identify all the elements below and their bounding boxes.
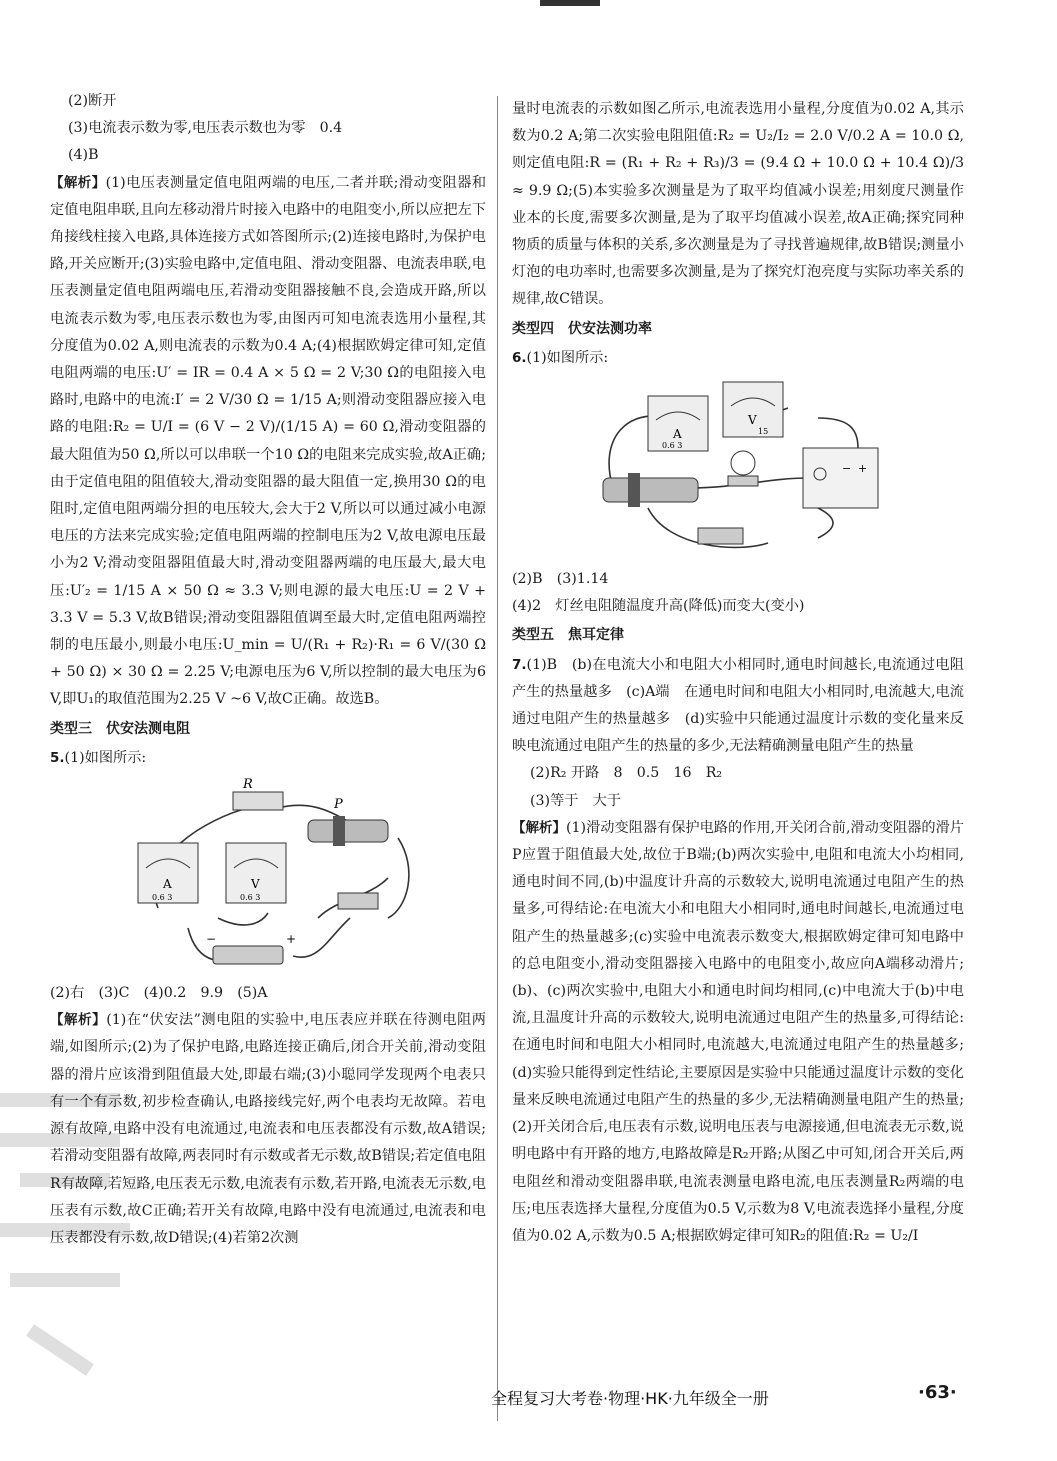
rheostat-slider bbox=[628, 473, 640, 507]
voltmeter bbox=[723, 382, 783, 437]
circuit-figure-5 bbox=[118, 778, 418, 974]
supply-minus: − bbox=[842, 462, 852, 476]
analysis-paragraph bbox=[50, 1007, 486, 1252]
label-R: R bbox=[243, 778, 253, 793]
circuit-figure-6 bbox=[588, 378, 888, 560]
question-6 bbox=[512, 345, 964, 372]
answer-line: (2)R₂ 开路 8 0.5 16 R₂ bbox=[530, 765, 723, 782]
answer-line: (3)等于 大于 bbox=[530, 792, 622, 809]
label-P: P bbox=[334, 797, 343, 813]
column-divider bbox=[497, 96, 498, 1421]
question-number: 5. bbox=[50, 749, 65, 766]
rheostat bbox=[308, 820, 388, 842]
analysis-text: (1)在“伏安法”测电阻的实验中,电压表应并联在待测电阻两端,如图所示;(2)为了保护电路,电路连接正确后,闭合开关前,滑动变阻器的滑片应该滑到阻值最大处,即最右端;(3)小聪同学发现两个电表只有一个有示数,初步检查确认,电路接线完好,两个电表均无故障。若电源有故障,电路中没有电流通过,电流表和电压表都没有示数,故A错误;若滑动变阻器有故障,两表同时有示数或者无示数,故B错误;若定值电阻R有故障,若短路,电压表无示数,电流表有示数,若开路,电流表无示数,电压表有示数,故C正确;若开关有故障,电路中没有电流通过,电流表和电压表都没有示数,故D错误;(4)若第2次测 bbox=[50, 1012, 486, 1246]
battery-plus: + bbox=[286, 932, 297, 947]
section-heading: 类型四 伏安法测功率 bbox=[512, 320, 652, 337]
analysis-text: (1)电压表测量定值电阻两端的电压,二者并联;滑动变阻器和定值电阻串联,且向左移动滑片时接入电路中的电阻变小,所以应把左下角接线柱接入电路,具体连接方式如答图所示;(2)连接电路时,为保护电路,开关应断开;(3)实验电路中,定值电阻、滑动变阻器、电流表串联,电压表测量定值电阻两端电压,若滑动变阻器接触不良,会造成开路,所以电流表示数为零,电压表示数也为零,由图丙可知电流表选用小量程,其分度值为0.02 A,则电流表的示数为0.4 A;(4)根据欧姆定律可知,定值电阻两端的电压:U′ = IR = 0.4 A × 5 Ω = 2 V;30 Ω的电阻接入电路时,电路中的电流:I′ = 2 V/30 Ω = 1/15 A;则滑动变阻器应接入电路的电阻:R₂ = U/I = (6 V − 2 V)/(1/15 A) = 60 Ω,滑动变阻器的最大阻值为50 Ω,所以可以串联一个10 Ω的电阻来完成实验,故A正确;由于定值电阻的阻值较大,滑动变阻器的最大阻值一定,换用30 Ω的电阻时,定值电阻两端分担的电压较大,会大于2 V,所以可以通过减小电源电压的方法来完成实验;定值电阻两端的控制电压为2 V,故电源电压最小为2 V;滑动变阻器阻值最大时,滑动变阻器两端的电压最大,最大电压:U′₂ = 1/15 A × 50 Ω ≈ 3.3 V;则电源的最大电压:U = 2 V + 3.3 V = 5.3 V,故B错误;滑动变阻器阻值调至最大时,定值电阻两端控制的电压最小,则最小电压:U_min = U/(R₁ + R₂)·R₁ = 6 V/(30 Ω + 50 Ω) × 30 Ω = 2.25 V;电源电压为6 V,所以控制的最大电压为6 V,即U₁的取值范围为2.25 V ~6 V,故C正确。故选B。 bbox=[50, 174, 487, 708]
question-text: (1)如图所示: bbox=[526, 349, 609, 366]
question-7 bbox=[512, 652, 964, 761]
resistor-R bbox=[233, 792, 283, 810]
switch bbox=[698, 528, 743, 544]
battery bbox=[213, 946, 283, 964]
ammeter-scale: 0.6 3 bbox=[662, 441, 683, 451]
question-text: (1)B (b)在电流大小和电阻大小相同时,通电时间越长,电流通过电阻产生的热量越多 (c)A端 在通电时间和电阻大小相同时,电流越大,电流通过电阻产生的热量越多 (d)实验中只能通过温度计示数的变化量来反映电流通过电阻产生的热量的多少,无法精确测量电阻产生的热量 bbox=[512, 656, 964, 755]
ammeter-label: A bbox=[163, 877, 172, 892]
rheostat bbox=[603, 478, 698, 502]
section-heading: 类型五 焦耳定律 bbox=[512, 627, 624, 644]
answer-line: (2)右 (3)C (4)0.2 9.9 (5)A bbox=[50, 985, 268, 1002]
voltmeter-label: V bbox=[251, 877, 260, 892]
supply-plus: + bbox=[858, 462, 868, 476]
answer-line: (2)B (3)1.14 bbox=[512, 571, 609, 588]
analysis-label: 【解析】 bbox=[50, 1012, 107, 1029]
switch bbox=[338, 893, 378, 909]
left-column bbox=[50, 88, 486, 1252]
answer-line: (2)断开 bbox=[68, 93, 117, 109]
analysis-label: 【解析】 bbox=[50, 174, 106, 191]
voltmeter-label: V bbox=[748, 413, 757, 428]
answer-line: (3)电流表示数为零,电压表示数也为零 0.4 bbox=[68, 120, 343, 137]
lamp bbox=[731, 451, 755, 475]
analysis-paragraph bbox=[50, 170, 486, 714]
voltmeter-scale: 0.6 3 bbox=[240, 893, 261, 903]
ammeter-label: A bbox=[673, 427, 682, 442]
book-footer: 全程复习大考卷·物理·HK·九年级全一册 bbox=[491, 1389, 769, 1408]
answer-line: (4)B bbox=[68, 147, 99, 164]
analysis-text: 量时电流表的示数如图乙所示,电流表选用小量程,分度值为0.02 A,其示数为0.2 A;第二次实验电阻阻值:R₂ = U₂/I₂ = 2.0 V/0.2 A = 10.0 Ω,则定值电阻:R = (R₁ + R₂ + R₃)/3 = (9.4 Ω + 10.0 Ω + 10.4 Ω)/3 ≈ 9.9 Ω;(5)本实验多次测量是为了取平均值减小误差;用刻度尺测量作业本的长度,需要多次测量,是为了取平均值减小误差,故A正确;探究同种物质的质量与体积的关系,多次测量是为了寻找普遍规律,故B错误;测量小灯泡的电功率时,也需要多次测量,是为了探究灯泡亮度与实际功率关系的规律,故C错误。 bbox=[512, 101, 964, 308]
question-text: (1)如图所示: bbox=[64, 749, 147, 766]
analysis-paragraph bbox=[512, 815, 964, 1250]
question-number: 6. bbox=[512, 349, 527, 366]
power-supply bbox=[803, 448, 878, 508]
section-heading: 类型三 伏安法测电阻 bbox=[50, 720, 190, 737]
rheostat-slider bbox=[333, 816, 345, 846]
analysis-text: (1)滑动变阻器有保护电路的作用,开关闭合前,滑动变阻器的滑片P应置于阻值最大处,故位于B端;(b)两次实验中,电阻和电流大小均相同,通电时间不同,(b)中温度计升高的示数较大,说明电流通过电阻产生的热量多,可得结论:在电流大小和电阻大小相同时,通电时间越长,电流通过电阻产生的热量越多;(c)实验中电流表示数变大,根据欧姆定律可知电路中的总电阻变小,滑动变阻器接入电路中的电阻变小,故应向A端移动滑片;(b)、(c)两次实验中,电阻大小和通电时间均相同,(c)中电流大于(b)中电流,且温度计升高的示数较大,说明电流通过电阻产生的热量多,可得结论:在通电时间和电阻大小相同时,电流越大,电流通过电阻产生的热量越多;(d)实验只能得到定性结论,主要原因是实验中只能通过温度计示数的变化量来反映电流通过电阻产生的热量的多少,无法精确测量电阻产生的热量;(2)开关闭合后,电压表有示数,说明电压表与电源接通,但电流表无示数,说明电路中有开路的地方,电路故障是R₂开路;从图乙中可知,闭合开关后,两电阻丝和滑动变阻器串联,电流表测量电路电流,电压表测量R₂两端的电压;电压表选择大量程,分度值为0.5 V,示数为8 V,电流表选择小量程,分度值为0.02 A,示数为0.5 A;根据欧姆定律可知R₂的阻值:R₂ = U₂/I bbox=[512, 819, 964, 1244]
ammeter-scale: 0.6 3 bbox=[152, 893, 173, 903]
answer-line: (4)2 灯丝电阻随温度升高(降低)而变大(变小) bbox=[512, 598, 805, 615]
right-column bbox=[512, 96, 964, 1250]
page-number: ·63· bbox=[918, 1382, 957, 1403]
battery-minus: − bbox=[206, 932, 217, 947]
voltmeter-scale: 15 bbox=[758, 427, 769, 437]
question-5 bbox=[50, 745, 486, 772]
lamp-base bbox=[728, 476, 758, 486]
analysis-label: 【解析】 bbox=[512, 819, 566, 836]
question-number: 7. bbox=[512, 656, 527, 673]
top-mark bbox=[540, 0, 600, 6]
